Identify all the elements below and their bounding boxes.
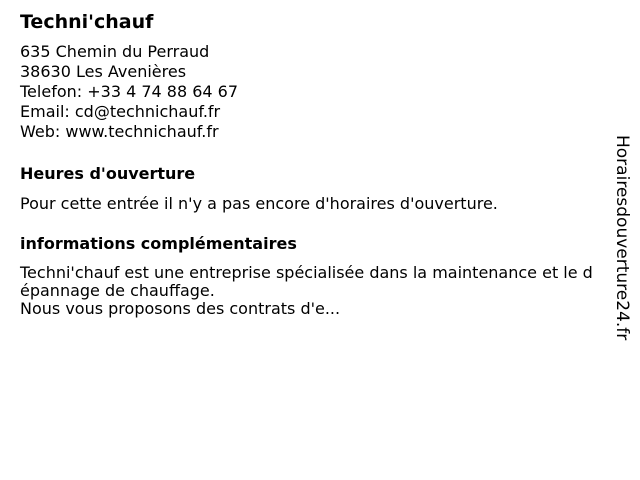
additional-info-heading: informations complémentaires	[20, 234, 297, 253]
additional-info-text	[20, 264, 595, 318]
street-address: 635 Chemin du Perraud	[20, 42, 210, 61]
email-address: Email: cd@technichauf.fr	[20, 102, 221, 121]
opening-hours-heading: Heures d'ouverture	[20, 164, 196, 183]
city-address: 38630 Les Avenières	[20, 62, 187, 81]
additional-info-line: Nous vous proposons des contrats d'e...	[20, 299, 341, 318]
opening-hours-text: Pour cette entrée il n'y a pas encore d'horaires d'ouverture.	[20, 194, 498, 213]
website-address: Web: www.technichauf.fr	[20, 122, 219, 141]
business-title: Techni'chauf	[20, 11, 154, 33]
additional-info-line: Techni'chauf est une entreprise spécialisée dans la maintenance et le dépannage de chauffage.	[20, 263, 593, 300]
site-brand-label: Horairesdouverture24.fr	[612, 135, 632, 341]
business-details	[20, 10, 595, 318]
contact-block	[20, 42, 595, 142]
phone-number: Telefon: +33 4 74 88 64 67	[20, 82, 239, 101]
